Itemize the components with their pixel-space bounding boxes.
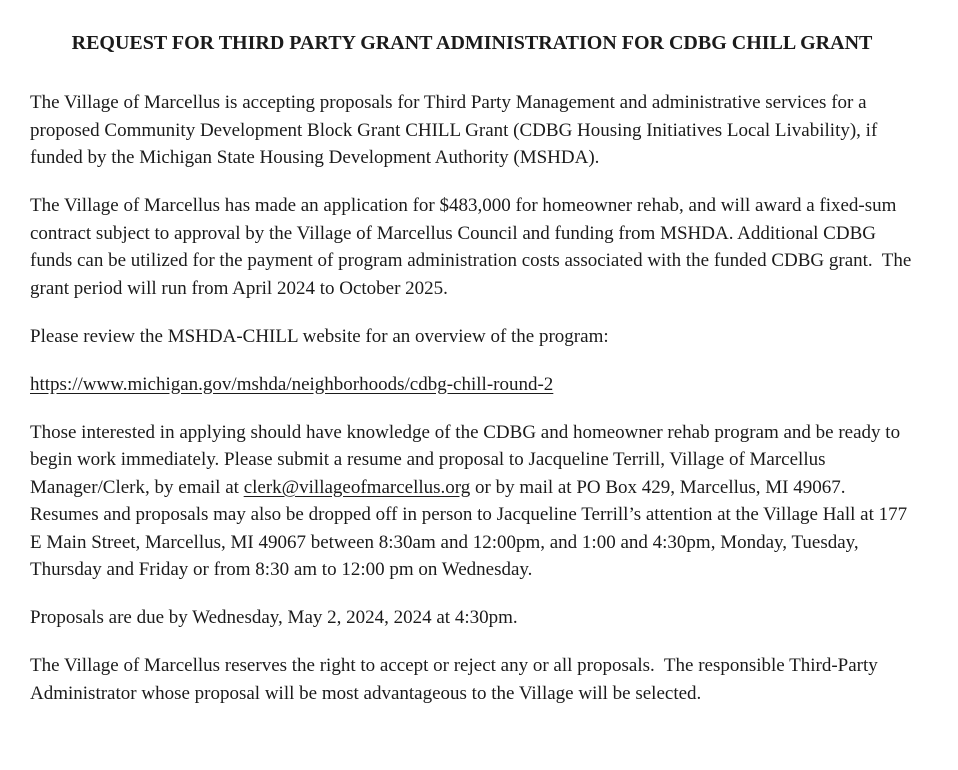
apply-text-before-email: Those interested in applying should have knowledge of the CDBG and homeowner rehab program and be ready to begin work immediately. Please submit a resume and proposal to Jacqueline Terrill, Village of Marcellus Manager/Clerk, by email at <box>30 421 905 498</box>
paragraph-apply <box>30 419 914 584</box>
paragraph-closing: The Village of Marcellus reserves the right to accept or reject any or all proposals. The responsible Third-Party Administrator whose proposal will be most advantageous to the Village will be selected. <box>30 655 882 704</box>
apply-text-after-email: or by mail at PO Box 429, Marcellus, MI 49067. Resumes and proposals may also be dropped off in person to Jacqueline Terrill’s attention at the Village Hall at 177 E Main Street, Marcellus, MI 49067 between 8:30am and 12:00pm, and 1:00 and 4:30pm, Monday, Tuesday, Thursday and Friday or from 8:30 am to 12:00 pm on Wednesday. <box>30 476 912 580</box>
paragraph-deadline: Proposals are due by Wednesday, May 2, 2024, 2024 at 4:30pm. <box>30 607 518 628</box>
paragraph-intro: The Village of Marcellus is accepting proposals for Third Party Management and administrative services for a proposed Community Development Block Grant CHILL Grant (CDBG Housing Initiatives Local Livability), if funded by the Michigan State Housing Development Authority (MSHDA). <box>30 92 883 168</box>
website-link[interactable]: https://www.michigan.gov/mshda/neighborhoods/cdbg-chill-round-2 <box>30 373 554 395</box>
email-link[interactable]: clerk@villageofmarcellus.org <box>243 476 471 498</box>
paragraph-application: The Village of Marcellus has made an application for $483,000 for homeowner rehab, and will award a fixed-sum contract subject to approval by the Village of Marcellus Council and funding from MSHDA. Additional CDBG funds can be utilized for the payment of program administration costs associated with the funded CDBG grant. The grant period will run from April 2024 to October 2025. <box>30 195 917 299</box>
paragraph-website-prompt: Please review the MSHDA-CHILL website for an overview of the program: <box>30 325 609 347</box>
paragraph-website-link <box>30 371 914 399</box>
document-title: REQUEST FOR THIRD PARTY GRANT ADMINISTRATION FOR CDBG CHILL GRANT <box>71 32 873 54</box>
